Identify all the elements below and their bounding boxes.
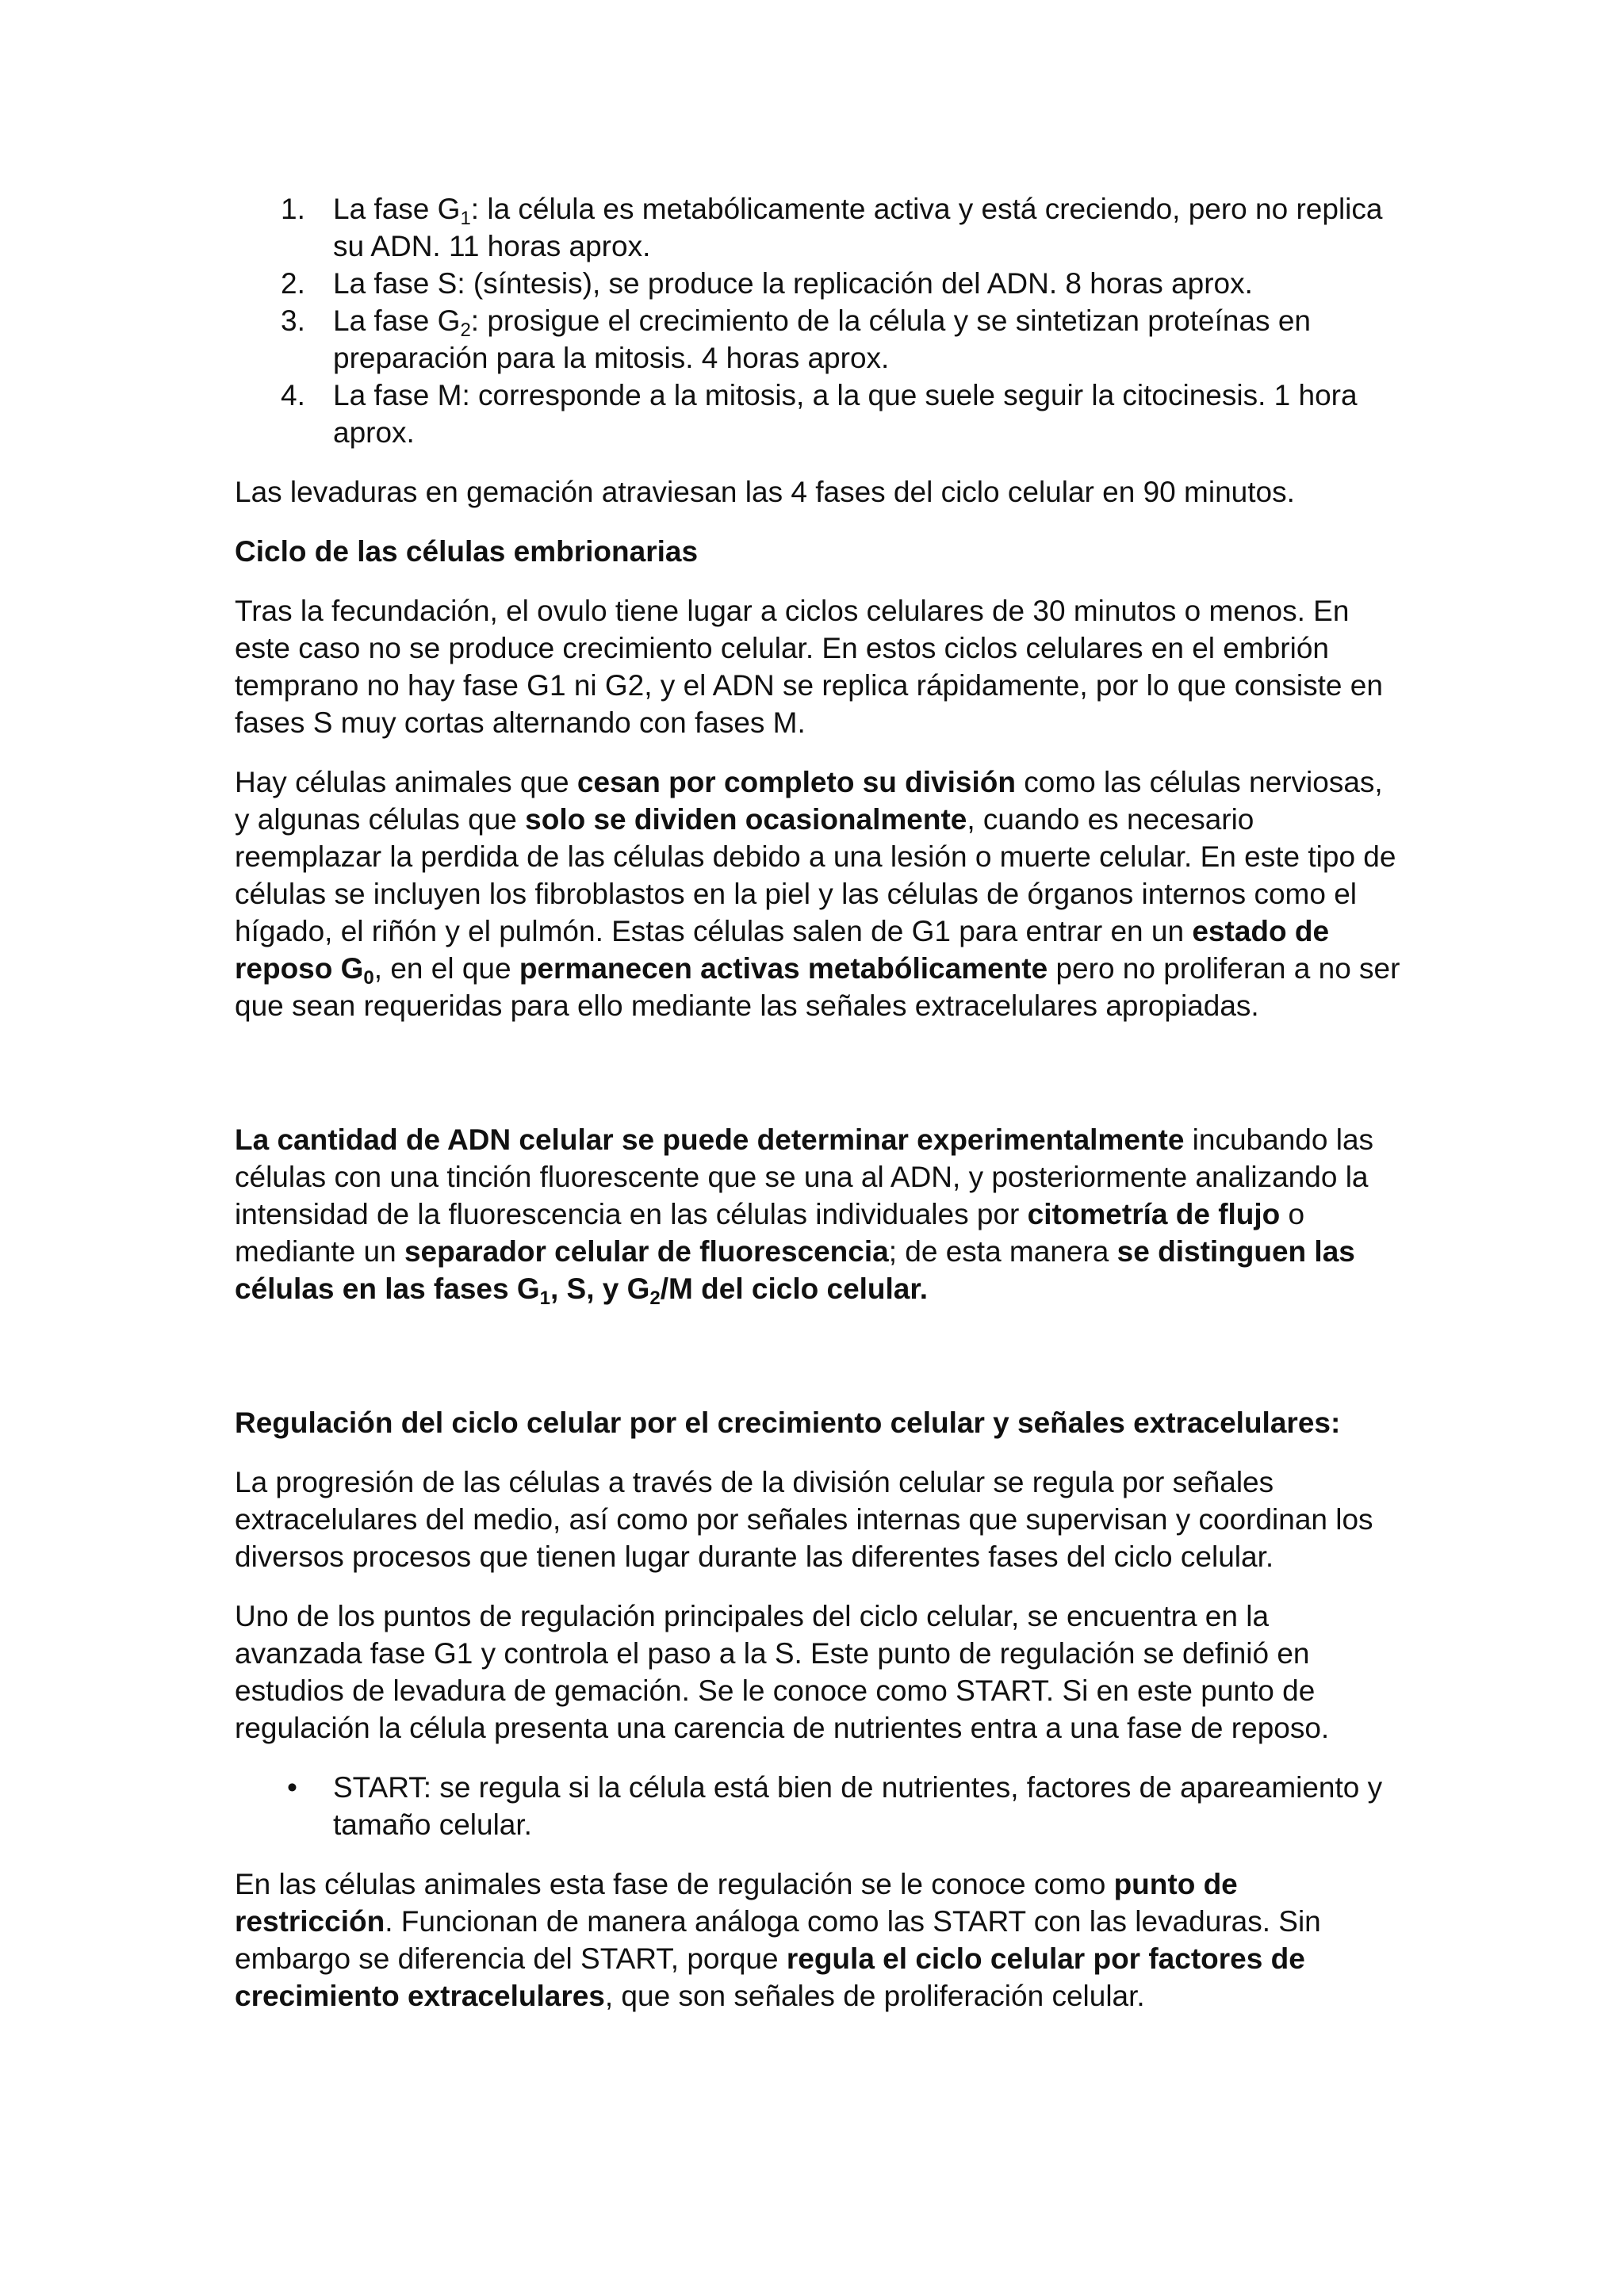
paragraph-fecundacion: Tras la fecundación, el ovulo tiene lugar a ciclos celulares de 30 minutos o menos. En este caso no se produce crecimiento celular. En estos ciclos celulares en el embrión temprano no hay fase G1 ni G2, y el ADN se replica rápidamente, por lo que consiste en fases S muy cortas alternando con fases M. — [235, 595, 1383, 739]
section-heading-embrionarias: Ciclo de las células embrionarias — [235, 535, 699, 568]
spacer — [235, 1330, 1402, 1404]
list-number: 3. — [281, 304, 305, 337]
paragraph-progresion: La progresión de las células a través de la división celular se regula por señales extracelulares del medio, así como por señales internas que supervisan y coordinan los diversos procesos que tienen lugar durante las diferentes fases del ciclo celular. — [235, 1466, 1373, 1573]
list-item: • START: se regula si la célula está bien de nutrientes, factores de apareamiento y tamaño celular. — [235, 1769, 1402, 1843]
list-item: 4. La fase M: corresponde a la mitosis, a la que suele seguir la citocinesis. 1 hora aprox. — [235, 377, 1402, 451]
paragraph-start: Uno de los puntos de regulación principales del ciclo celular, se encuentra en la avanzada fase G1 y controla el paso a la S. Este punto de regulación se definió en estudios de levadura de gemación. Se le conoce como START. Si en este punto de regulación la célula presenta una carencia de nutrientes entra a una fase de reposo. — [235, 1600, 1330, 1744]
list-item: 3. La fase $G_2$: prosigue el crecimiento de la célula y se sintetizan proteínas en preparación para la mitosis. 4 horas aprox. — [235, 302, 1402, 377]
list-number: 2. — [281, 267, 305, 300]
bullet-icon: • — [287, 1771, 297, 1804]
list-item: 2. La fase S: (síntesis), se produce la replicación del ADN. 8 horas aprox. — [235, 265, 1402, 302]
phase-list — [235, 190, 1402, 451]
paragraph-levaduras: Las levaduras en gemación atraviesan las 4 fases del ciclo celular en 90 minutos. — [235, 476, 1295, 508]
spacer — [235, 1047, 1402, 1121]
paragraph-adn: La cantidad de ADN celular se puede determinar experimentalmente incubando las células con una tinción fluorescente que se una al ADN, y posteriormente analizando la intensidad de la fluorescencia en las células individuales por citometría de flujo o mediante un separador celular de fluorescencia; de esta manera se distinguen las células en las fases $G_1$, S, y $G_2/M$ del ciclo celular. — [235, 1123, 1374, 1309]
bullet-list — [235, 1769, 1402, 1843]
list-item: 1. La fase $G_1$: la célula es metabólicamente activa y está creciendo, pero no replica su ADN. 11 horas aprox. — [235, 190, 1402, 265]
list-number: 1. — [281, 193, 305, 225]
list-number: 4. — [281, 379, 305, 411]
paragraph-restriccion: En las células animales esta fase de regulación se le conoce como punto de restricción. Funcionan de manera análoga como las START con las levaduras. Sin embargo se diferencia del START, porque regula el ciclo celular por factores de crecimiento extracelulares, que son señales de proliferación celular. — [235, 1868, 1321, 2012]
paragraph-reposo: Hay células animales que cesan por completo su división como las células nerviosas, y algunas células que solo se dividen ocasionalmente, cuando es necesario reemplazar la perdida de las células debido a una lesión o muerte celular. En este tipo de células se incluyen los fibroblastos en la piel y las células de órganos internos como el hígado, el riñón y el pulmón. Estas células salen de G1 para entrar en un estado de reposo $G_0$, en el que permanecen activas metabólicamente pero no proliferan a no ser que sean requeridas para ello mediante las señales extracelulares apropiadas. — [235, 766, 1400, 1022]
section-heading-regulacion: Regulación del ciclo celular por el crecimiento celular y señales extracelulares: — [235, 1406, 1341, 1439]
